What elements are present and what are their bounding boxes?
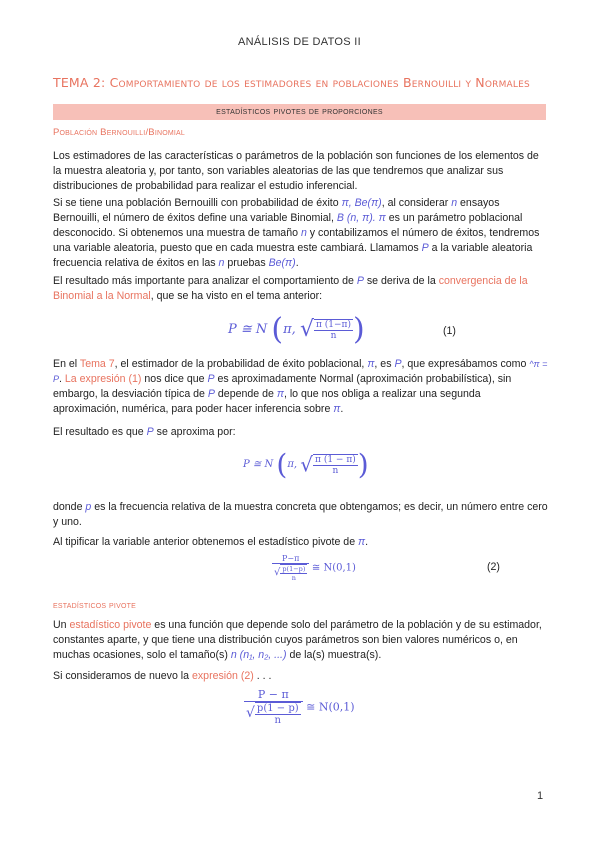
paragraph-approximation: El resultado es que P se aproxima por: (53, 426, 236, 438)
paragraph-result: El resultado más importante para analizar el comportamiento de P se deriva de la convergencia de la Binomial a la Normal, que se ha visto en el tema anterior: (53, 275, 528, 302)
paragraph-bernouilli: Si se tiene una población Bernouilli con probabilidad de éxito π, Be(π), al considerar n ensayos Bernouilli, el número de éxitos define una variable Binomial, B (n, π). π es un parámetro poblacional desconocido. Si obtenemos una muestra de tamaño n y contabilizamos el número de éxitos, tendremos una variable aleatoria, puesto que en cada muestra este cambiará. Llamamos P a la variable aleatoria frecuencia relativa de éxitos en las n pruebas Be(π). (53, 197, 540, 269)
equation-2-label: (2) (487, 561, 500, 573)
pivote-term: estadístico pivote (69, 619, 152, 631)
expression-1-link[interactable]: La expresión (1) (64, 373, 142, 385)
page-number: 1 (537, 790, 544, 802)
equation-1: P ≅ N (π, √ $\frac{\pi (1-\pi)}{n}$ ) (228, 312, 365, 347)
expression-2-link[interactable]: expresión (2) (191, 670, 254, 682)
topic-title: TEMA 2: Comportamiento de los estimadores en poblaciones Bernouilli y Normales (53, 75, 530, 90)
paragraph-pivote-definition: Un estadístico pivote es una función que depende solo del parámetro de la población y de su estimador, constantes aparte, y que tiene una distribución cuyos parámetros son bien valores numéricos o, en muchas ocasiones, solo el tamaño(s) n (n₁, n₂, ...) de la(s) muestra(s). (53, 619, 542, 661)
paragraph-standardize: Al tipificar la variable anterior obtenemos el estadístico pivote de π. (53, 536, 369, 548)
section-heading-pivote: estadísticos pivote (53, 600, 136, 611)
paragraph-intro: Los estimadores de las características o parámetros de la población son funciones de los elementos de la muestra aleatoria y, por tanto, son variables aleatorias de las que tendremos que analizar sus distribuciones de probabilidad para realizar el estudio inferencial. (53, 150, 539, 192)
course-header: ANÁLISIS DE DATOS II (238, 36, 361, 48)
section-band: estadísticos pivotes de proporciones (53, 104, 546, 120)
equation-approx: P ≅ N (π, √ $\frac{\pi (1 - \pi)}{n}$ ) (243, 448, 369, 481)
paragraph-reconsider: Si consideramos de nuevo la expresión (2) . . . (53, 670, 272, 682)
section-heading-bernouilli: Población Bernouilli/Binomial (53, 127, 186, 138)
paragraph-estimator: En el Tema 7, el estimador de la probabilidad de éxito poblacional, π, es P, que expresábamos como ^π = P. La expresión (1) nos dice que P es aproximadamente Normal (aproximación probabilística), sin embargo, la desviación típica de P depende de π, lo que nos obliga a realizar una segunda aproximación, numérica, para poder hacer inferencia sobre π. (53, 358, 548, 415)
equation-1-label: (1) (443, 325, 456, 337)
binomial-normal-link[interactable]: convergencia de la Binomial a la Normal (53, 275, 528, 302)
equation-2: P−π √ $\frac{p(1-p)}{n}$ ≅ N(0,1) (274, 554, 356, 582)
tema-7-link[interactable]: Tema 7 (79, 358, 115, 370)
equation-pivote: P − π √ $\frac{p(1 - p)}{n}$ ≅ N(0,1) (246, 688, 355, 726)
paragraph-frequency: donde p es la frecuencia relativa de la muestra concreta que obtengamos; es decir, un número entre cero y uno. (53, 501, 548, 528)
